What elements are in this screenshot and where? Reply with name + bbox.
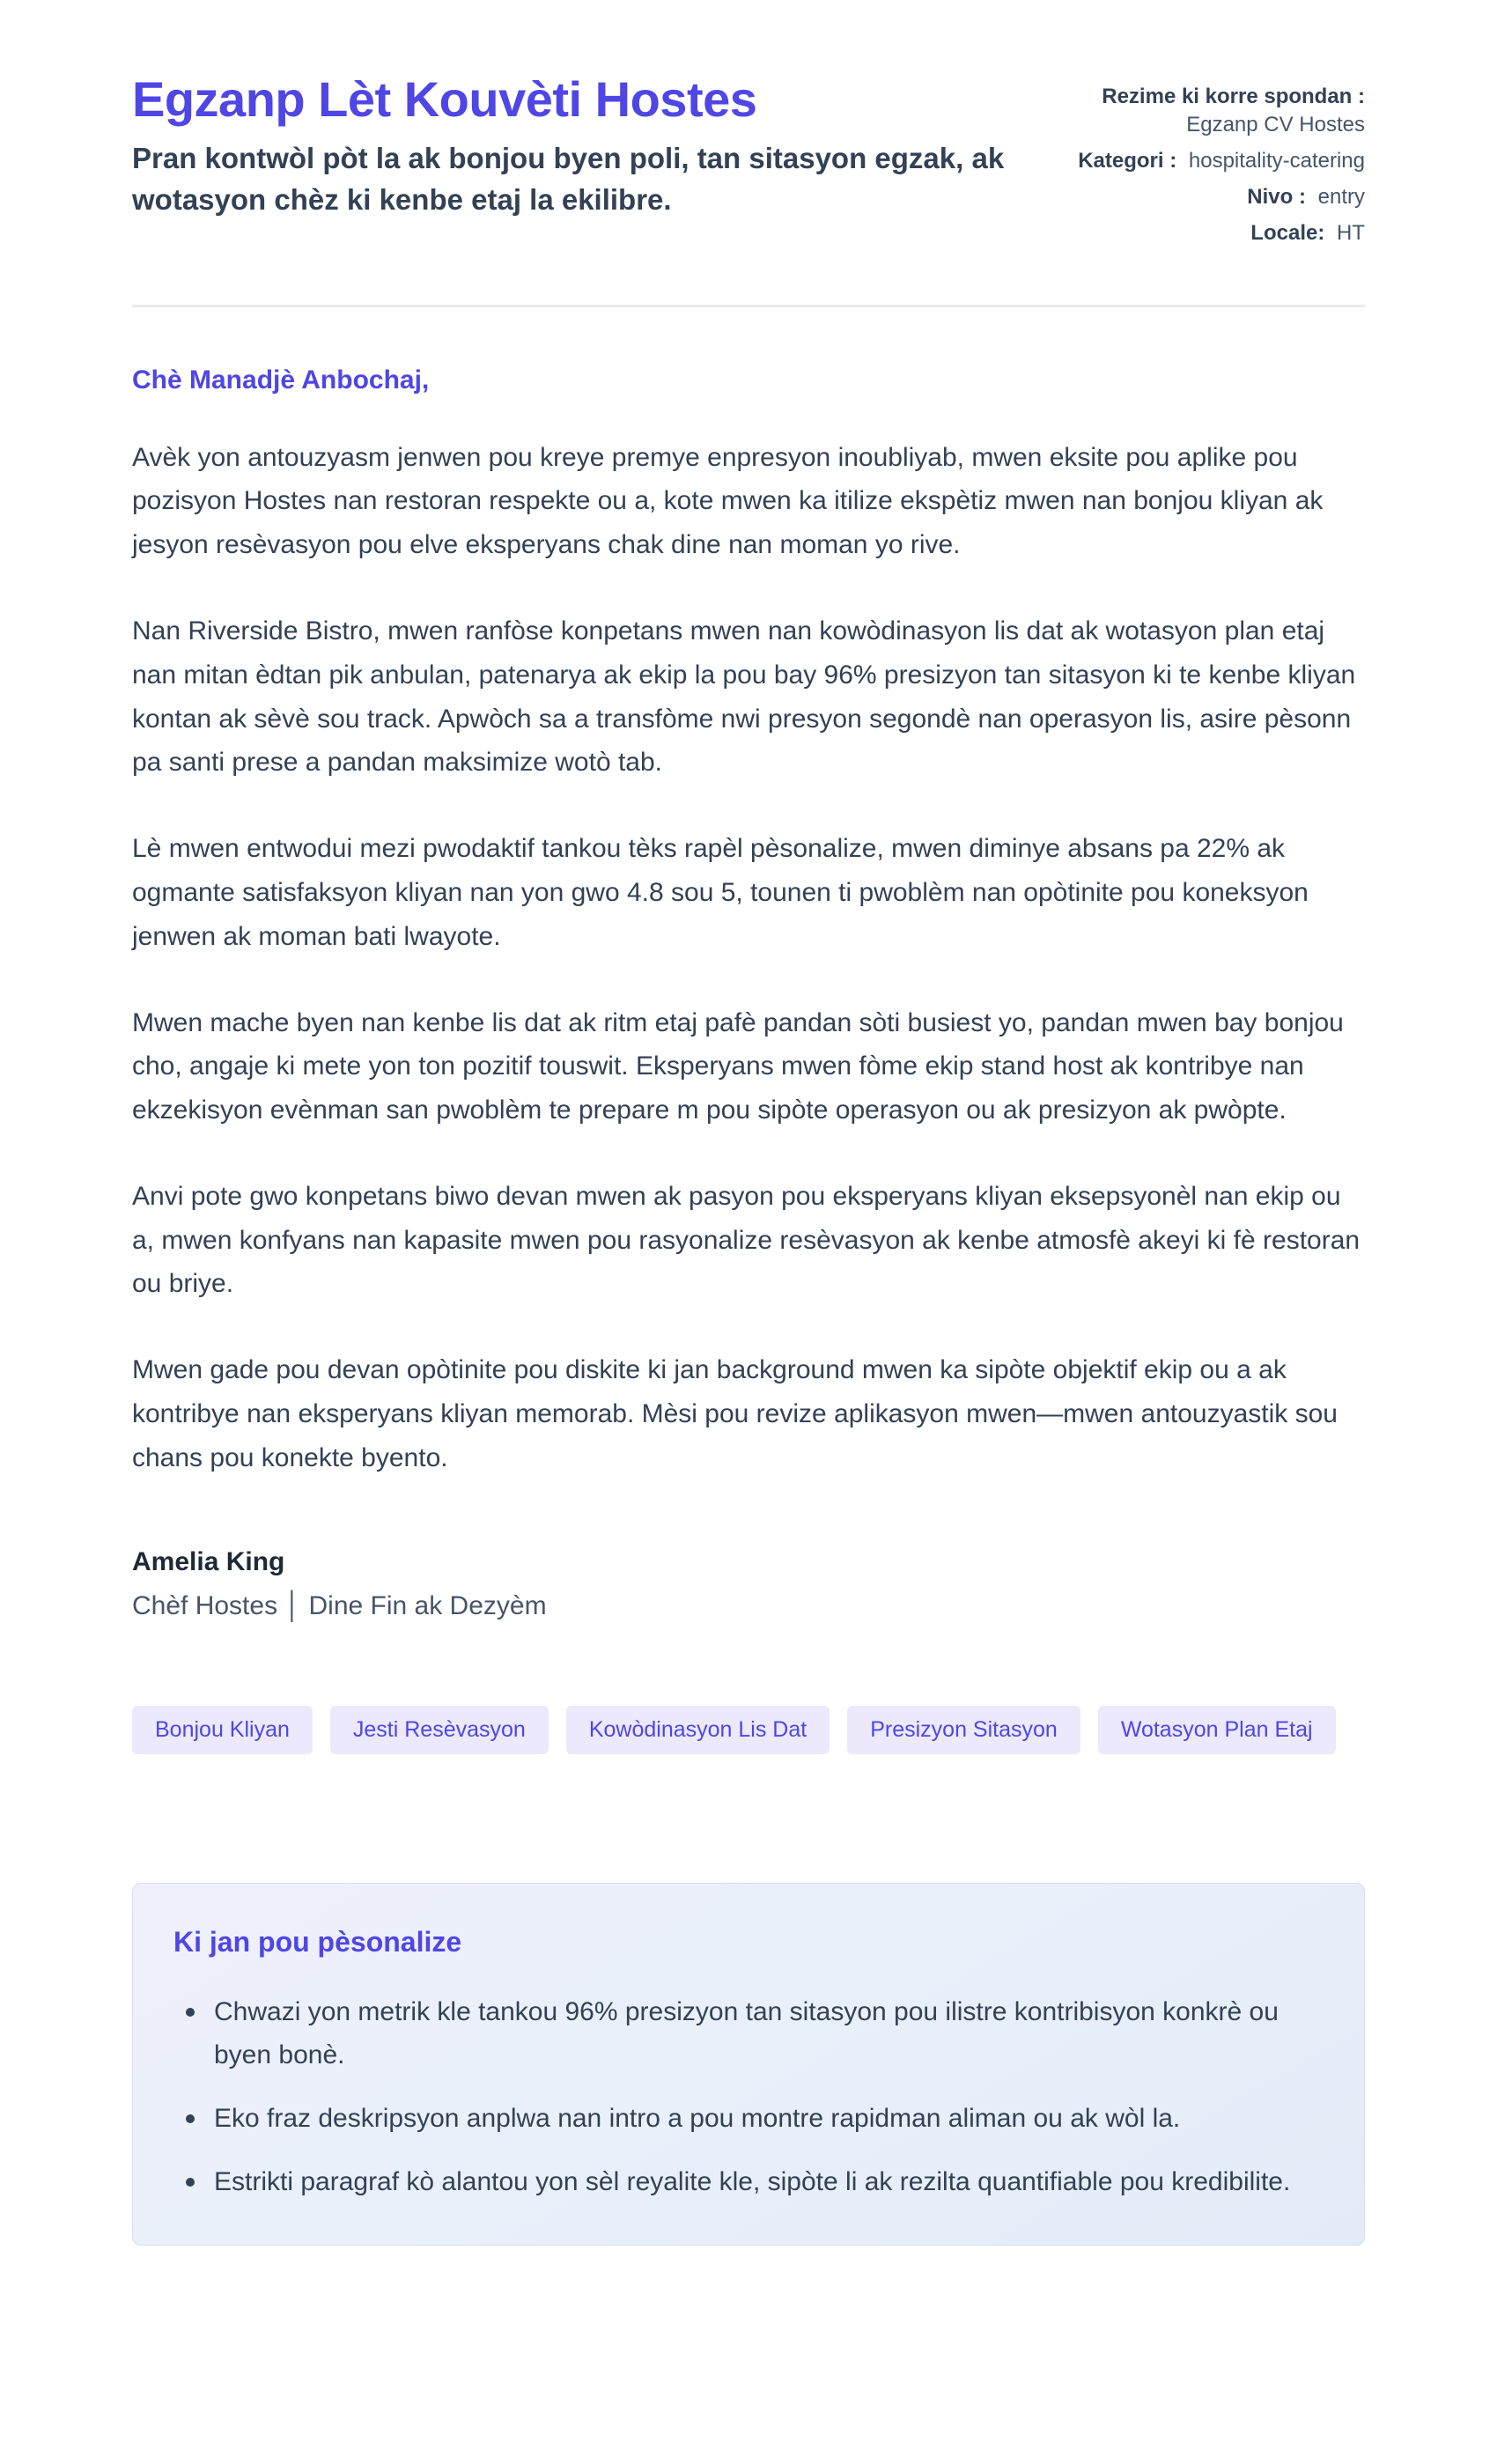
letter-greeting: Chè Manadjè Anbochaj, [132,365,430,395]
meta-value: Egzanp CV Hostes [1186,112,1365,136]
tips-heading: Ki jan pou pèsonalize [173,1925,462,1958]
letter-paragraph: Anvi pote gwo konpetans biwo devan mwen ak pasyon pou eksperyans kliyan eksepsyonèl nan ekip ou a, mwen konfyans nan kapasite mwen pou rasyonalize resèvasyon ak kenbe atmosfè akeyi ki fè restoran ou briye. [132,1181,1361,1299]
tag-jesti-resevasyon[interactable]: Jesti Resèvasyon [330,1706,549,1754]
header-divider [132,305,1365,307]
header [132,71,1365,255]
meta-value: hospitality-catering [1188,148,1365,173]
meta-row-matching-resume [1073,83,1365,139]
letter-paragraph: Mwen gade pou devan opòtinite pou diskite ki jan background mwen ka sipòte objektif ekip ou a ak kontribye nan eksperyans kliyan memorab. Mèsi pou revize aplikasyon mwen—mwen antouzyastik sou chans pou konekte byento. [132,1355,1338,1472]
cover-letter-body [132,365,1365,1621]
meta-value: entry [1317,184,1365,209]
page [132,0,1365,2246]
meta-label: Nivo : [1247,184,1306,209]
meta-panel [1073,74,1365,255]
tip-item: Eko fraz deskripsyon anplwa nan intro a pou montre rapidman aliman ou ak wòl la. [173,2097,1324,2141]
meta-label: Rezime ki korre spondan : [1102,85,1365,108]
tip-item: Estrikti paragraf kò alantou yon sèl reyalite kle, sipòte li ak rezilta quantifiable pou kredibilite. [173,2160,1324,2204]
tip-item: Chwazi yon metrik kle tankou 96% presizyon tan sitasyon pou ilistre kontribisyon konkrè ou byen bonè. [173,1990,1324,2078]
page-subtitle: Pran kontwòl pòt la ak bonjou byen poli, tan sitasyon egzak, ak wotasyon chèz ki kenbe etaj la ekilibre. [132,141,1005,216]
letter-paragraph: Mwen mache byen nan kenbe lis dat ak ritm etaj pafè pandan sòti busiest yo, pandan mwen bay bonjou cho, angaje ki mete yon ton pozitif touswit. Eksperyans mwen fòme ekip stand host ak kontribye nan ekzekisyon evènman san pwoblèm te prepare m pou sipòte operasyon ou ak presizyon ak pwòpte. [132,1007,1344,1125]
skill-tags [132,1706,1365,1754]
signature-role: Chèf Hostes │ Dine Fin ak Dezyèm [132,1590,547,1620]
letter-paragraph: Nan Riverside Bistro, mwen ranfòse konpetans mwen nan kowòdinasyon lis dat ak wotasyon plan etaj nan mitan èdtan pik anbulan, patenarya ak ekip la pou bay 96% presizyon tan sitasyon ki te kenbe kliyan kontan ak sèvè sou track. Apwòch sa a transfòme nwi presyon segondè nan operasyon lis, asire pèsonn pa santi prese a pandan maksimize wotò tab. [132,616,1356,778]
meta-label: Kategori : [1078,148,1177,173]
header-left [132,71,1037,221]
meta-row-category [1073,147,1365,175]
meta-row-locale [1073,219,1365,247]
tag-kowodinasyon-lis-dat[interactable]: Kowòdinasyon Lis Dat [566,1706,830,1754]
signature-block [132,1547,1365,1621]
tag-bonjou-kliyan[interactable]: Bonjou Kliyan [132,1706,313,1754]
letter-paragraph: Lè mwen entwodui mezi pwodaktif tankou tèks rapèl pèsonalize, mwen diminye absans pa 22% ak ogmante satisfaksyon kliyan nan yon gwo 4.8 sou 5, tounen ti pwoblèm nan opòtinite pou koneksyon jenwen ak moman bati lwayote. [132,834,1309,951]
tag-presizyon-sitasyon[interactable]: Presizyon Sitasyon [847,1706,1080,1754]
tips-list [173,1990,1324,2204]
tag-wotasyon-plan-etaj[interactable]: Wotasyon Plan Etaj [1098,1706,1336,1754]
letter-paragraph: Avèk yon antouzyasm jenwen pou kreye premye enpresyon inoubliyab, mwen eksite pou aplike pou pozisyon Hostes nan restoran respekte ou a, kote mwen ka itilize ekspètiz mwen nan bonjou kliyan ak jesyon resèvasyon pou elve eksperyans chak dine nan moman yo rive. [132,442,1324,560]
meta-label: Locale: [1250,220,1325,245]
meta-row-level [1073,183,1365,211]
signature-name: Amelia King [132,1546,285,1576]
meta-value: HT [1337,220,1365,245]
personalization-tips-box [132,1883,1365,2246]
page-title: Egzanp Lèt Kouvèti Hostes [132,71,757,127]
